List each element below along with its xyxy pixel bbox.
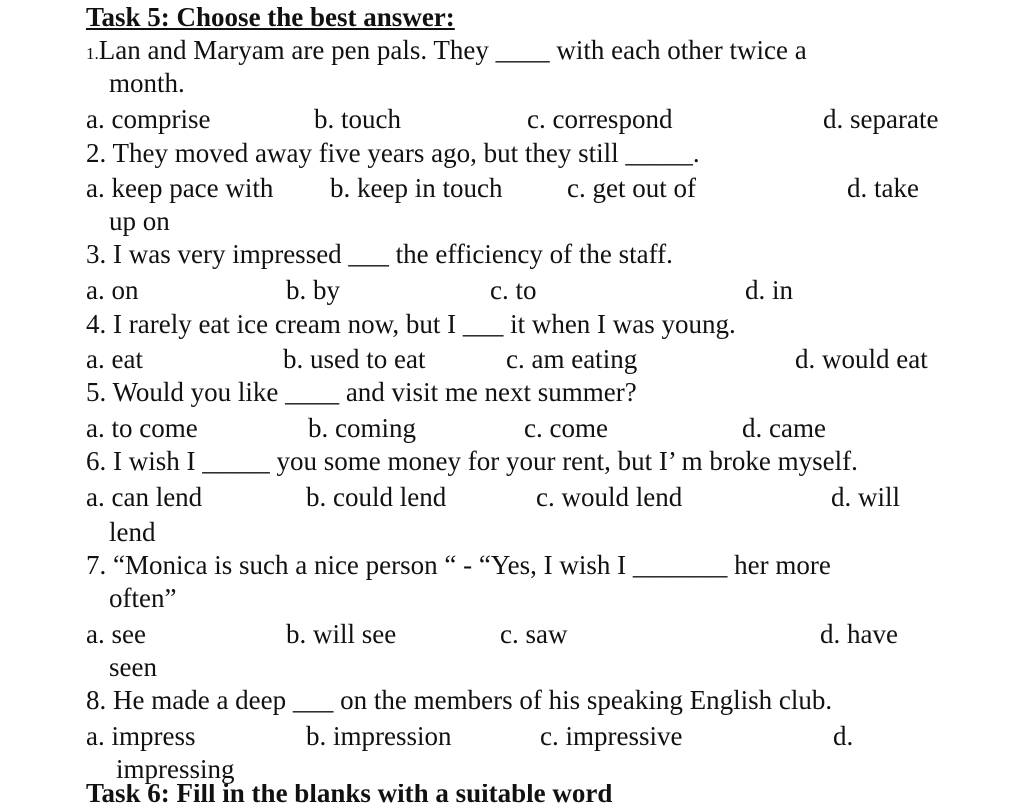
option-a: a. eat [86,344,143,374]
option-d: d. separate [823,104,939,134]
task-title: Task 5: Choose the best answer: [86,2,455,32]
option-b: b. impression [306,721,452,751]
option-b: b. touch [314,104,401,134]
option-d-continuation: up on [109,206,170,236]
option-a: a. see [86,619,146,649]
option-c: c. get out of [567,173,696,203]
question-8: 8. He made a deep ___ on the members of his speaking English club. [86,685,833,715]
option-a: a. impress [86,721,196,751]
question-4: 4. I rarely eat ice cream now, but I ___ it when I was young. [86,309,736,339]
option-c: c. would lend [536,482,683,512]
option-b: b. coming [308,413,416,443]
option-d: d. came [742,413,826,443]
option-a: a. keep pace with [86,173,274,203]
option-d: d. in [745,275,794,305]
option-d-continuation: seen [109,652,157,682]
option-d: d. will [831,482,901,512]
option-d: d. [833,721,854,751]
question-6: 6. I wish I _____ you some money for your rent, but I’ m broke myself. [86,446,858,476]
option-b: b. could lend [306,482,447,512]
question-number: 1. [86,44,99,63]
option-d: d. would eat [795,344,928,374]
question-5: 5. Would you like ____ and visit me next summer? [86,377,637,407]
question-text: Lan and Maryam are pen pals. They ____ with each other twice a [98,35,807,65]
option-c: c. to [490,275,537,305]
option-c: c. correspond [527,104,673,134]
option-c: c. am eating [506,344,638,374]
option-b: b. by [286,275,340,305]
option-c: c. impressive [540,721,683,751]
next-task-title-partial: Task 6: Fill in the blanks with a suitable word [86,784,613,804]
option-c: c. saw [500,619,568,649]
option-a: a. on [86,275,139,305]
option-a: a. can lend [86,482,203,512]
question-7: 7. “Monica is such a nice person “ - “Yes, I wish I _______ her more [86,550,831,580]
question-3: 3. I was very impressed ___ the efficiency of the staff. [86,239,673,269]
option-d: d. take [847,173,919,203]
question-1-continuation: month. [109,68,185,98]
option-c: c. come [524,413,608,443]
question-1 [86,37,807,64]
option-d-continuation: impressing [116,754,235,784]
option-a: a. to come [86,413,198,443]
option-a: a. comprise [86,104,211,134]
option-d-continuation: lend [109,517,156,547]
question-7-continuation: often” [109,583,177,613]
option-b: b. keep in touch [330,173,503,203]
option-d: d. have [820,619,898,649]
question-2: 2. They moved away five years ago, but they still _____. [86,138,700,168]
option-b: b. used to eat [283,344,426,374]
option-b: b. will see [286,619,397,649]
